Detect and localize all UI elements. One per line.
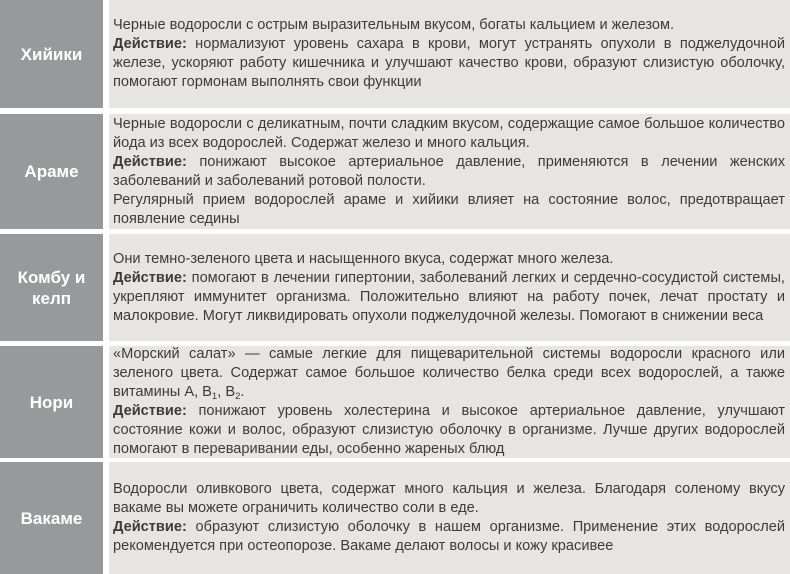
row-label: Араме (0, 114, 103, 229)
row-label: Нори (0, 346, 103, 458)
row-description: Черные водоросли с острым выразительным вкусом, богаты кальцием и железом. Действие: нормализуют уровень сахара в крови, могут устранять опухоли в поджелудочной железе, ускоряют работу кишечника и улучшают качество крови, образуют слизистую оболочку, помогают гормонам выполнять свои функции (109, 0, 790, 108)
row-description: Они темно-зеленого цвета и насыщенного вкуса, содержат много железа. Действие: помогают в лечении гипертонии, заболеваний легких и сердечно-сосудистой системы, укрепляют иммунитет организма. Положительно влияют на работу почек, лечат простату и малокровие. Могут ликвидировать опухоли поджелудочной железы. Помогают в снижении веса (109, 234, 790, 341)
row-description: «Морский салат» — самые легкие для пищеварительной системы водоросли красного или зеленого цвета. Содержат самое большое количество белка среди всех водорослей, а также витамины A, $B_1$, $B_2$. Действие: понижают уровень холестерина и высокое артериальное давление, улучшают состояние кожи и волос, образуют слизистую оболочку в организме. Лучше других водорослей помогают в переваривании еды, особенно жареных блюд (109, 346, 790, 458)
table-row-arame (0, 114, 790, 229)
row-label: Хийики (0, 0, 103, 108)
table-row-hijiki (0, 0, 790, 108)
row-description: Водоросли оливкового цвета, содержат много кальция и железа. Благодаря соленому вкусу вакаме вы можете ограничить количество соли в еде. Действие: образуют слизистую оболочку в нашем организме. Применение этих водорослей рекомендуется при остеопорозе. Вакаме делают волосы и кожу красивее (109, 462, 790, 574)
table-row-kombu-kelp (0, 234, 790, 341)
row-description: Черные водоросли с деликатным, почти сладким вкусом, содержащие самое большое количество йода из всех водорослей. Содержат железо и много кальция. Действие: понижают высокое артериальное давление, применяются в лечении женских заболеваний и заболеваний ротовой полости. Регулярный прием водорослей араме и хийики влияет на состояние волос, предотвращает появление седины (109, 114, 790, 229)
table-row-nori (0, 346, 790, 458)
row-label: Вакаме (0, 462, 103, 574)
table-row-wakame (0, 462, 790, 574)
row-label: Комбу и келп (0, 234, 103, 341)
